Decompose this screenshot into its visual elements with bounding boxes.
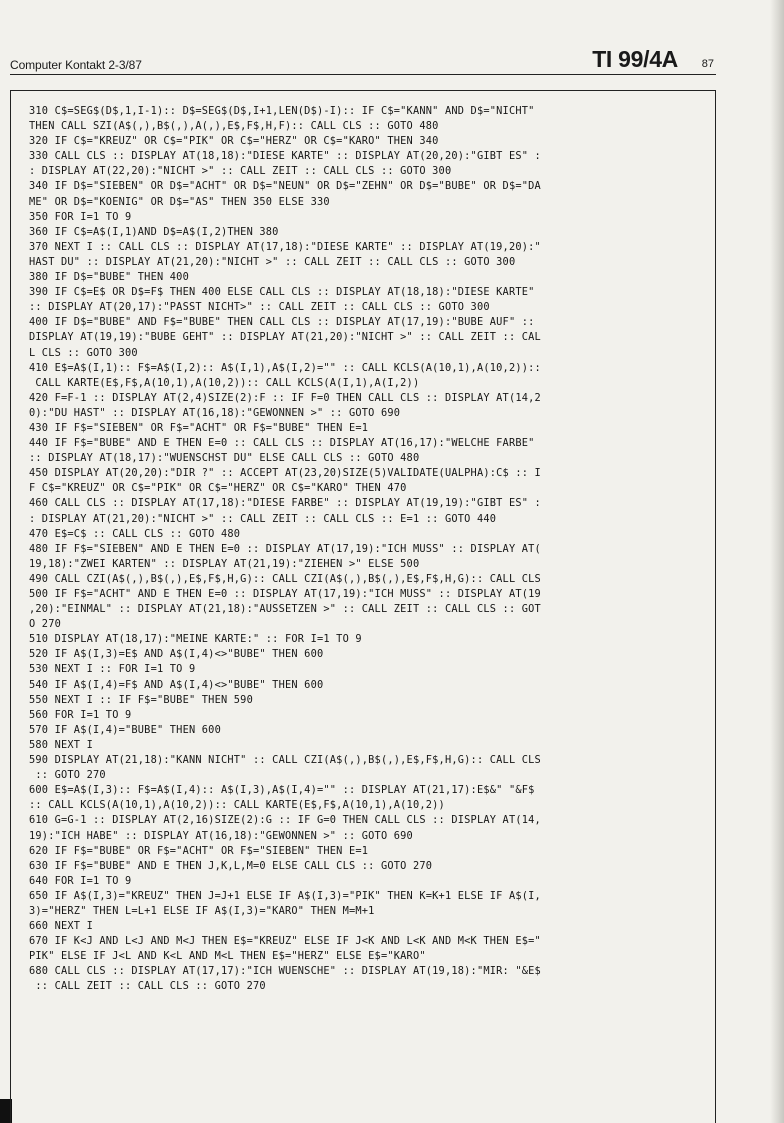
code-line: 440 IF F$="BUBE" AND E THEN E=0 :: CALL CLS :: DISPLAY AT(16,17):"WELCHE FARBE" <box>29 437 535 450</box>
code-line: PIK" ELSE IF J<L AND K<L AND M<L THEN E$="HERZ" ELSE E$="KARO" <box>29 950 426 963</box>
code-line: 570 IF A$(I,4)="BUBE" THEN 600 <box>29 723 221 736</box>
code-line: 310 C$=SEG$(D$,1,I-1):: D$=SEG$(D$,I+1,LEN(D$)-I):: IF C$="KANN" AND D$="NICHT" <box>29 105 535 117</box>
code-line: 680 CALL CLS :: DISPLAY AT(17,17):"ICH WUENSCHE" :: DISPLAY AT(19,18):"MIR: "&E$ <box>29 965 541 978</box>
code-line: 430 IF F$="SIEBEN" OR F$="ACHT" OR F$="BUBE" THEN E=1 <box>29 421 369 434</box>
code-line: THEN CALL SZI(A$(,),B$(,),A(,),E$,F$,H,F):: CALL CLS :: GOTO 480 <box>29 120 439 133</box>
code-line: 630 IF F$="BUBE" AND E THEN J,K,L,M=0 ELSE CALL CLS :: GOTO 270 <box>29 859 433 872</box>
code-line: 19,18):"ZWEI KARTEN" :: DISPLAY AT(21,19):"ZIEHEN >" ELSE 500 <box>29 557 420 570</box>
page-edge-shadow <box>770 0 784 1123</box>
header-rule <box>10 74 716 75</box>
code-line: ,20):"EINMAL" :: DISPLAY AT(21,18):"AUSSETZEN >" :: CALL ZEIT :: CALL CLS :: GOT <box>29 603 541 616</box>
code-line: 670 IF K<J AND L<J AND M<J THEN E$="KREUZ" ELSE IF J<K AND L<K AND M<K THEN E$=" <box>29 935 541 948</box>
code-line: L CLS :: GOTO 300 <box>29 346 138 359</box>
code-line: 580 NEXT I <box>29 738 93 751</box>
code-line: 350 FOR I=1 TO 9 <box>29 210 132 223</box>
code-line: DISPLAY AT(19,19):"BUBE GEHT" :: DISPLAY AT(21,20):"NICHT >" :: CALL ZEIT :: CAL <box>29 331 541 344</box>
code-line: HAST DU" :: DISPLAY AT(21,20):"NICHT >" :: CALL ZEIT :: CALL CLS :: GOTO 300 <box>29 255 516 268</box>
code-line: 650 IF A$(I,3)="KREUZ" THEN J=J+1 ELSE IF A$(I,3)="PIK" THEN K=K+1 ELSE IF A$(I, <box>29 889 541 902</box>
code-line: ME" OR D$="KOENIG" OR D$="AS" THEN 350 ELSE 330 <box>29 195 330 208</box>
code-line: 640 FOR I=1 TO 9 <box>29 874 132 887</box>
code-line: 540 IF A$(I,4)=F$ AND A$(I,4)<>"BUBE" THEN 600 <box>29 678 324 691</box>
code-line: 3)="HERZ" THEN L=L+1 ELSE IF A$(I,3)="KARO" THEN M=M+1 <box>29 904 375 917</box>
code-line: 0):"DU HAST" :: DISPLAY AT(16,18):"GEWONNEN >" :: GOTO 690 <box>29 406 401 419</box>
code-line: 530 NEXT I :: FOR I=1 TO 9 <box>29 663 196 676</box>
page-number: 87 <box>701 58 714 70</box>
code-line: 460 CALL CLS :: DISPLAY AT(17,18):"DIESE FARBE" :: DISPLAY AT(19,19):"GIBT ES" : <box>29 497 541 510</box>
code-line: 660 NEXT I <box>29 920 93 933</box>
code-line: :: CALL ZEIT :: CALL CLS :: GOTO 270 <box>29 980 266 993</box>
code-line: :: GOTO 270 <box>29 769 106 782</box>
code-line: 19):"ICH HABE" :: DISPLAY AT(16,18):"GEWONNEN >" :: GOTO 690 <box>29 829 413 842</box>
code-line: 340 IF D$="SIEBEN" OR D$="ACHT" OR D$="NEUN" OR D$="ZEHN" OR D$="BUBE" OR D$="DA <box>29 180 541 193</box>
code-line: 330 CALL CLS :: DISPLAY AT(18,18):"DIESE KARTE" :: DISPLAY AT(20,20):"GIBT ES" : <box>29 150 541 163</box>
journal-title: Computer Kontakt 2-3/87 <box>10 58 142 72</box>
code-line: :: DISPLAY AT(20,17):"PASST NICHT>" :: CALL ZEIT :: CALL CLS :: GOTO 300 <box>29 301 490 314</box>
code-line: 510 DISPLAY AT(18,17):"MEINE KARTE:" :: FOR I=1 TO 9 <box>29 633 362 646</box>
code-line: 520 IF A$(I,3)=E$ AND A$(I,4)<>"BUBE" THEN 600 <box>29 648 324 661</box>
code-line: : DISPLAY AT(21,20):"NICHT >" :: CALL ZEIT :: CALL CLS :: E=1 :: GOTO 440 <box>29 512 497 525</box>
code-line: 490 CALL CZI(A$(,),B$(,),E$,F$,H,G):: CALL CZI(A$(,),B$(,),E$,F$,H,G):: CALL CLS <box>29 572 541 585</box>
code-line: 500 IF F$="ACHT" AND E THEN E=0 :: DISPLAY AT(17,19):"ICH MUSS" :: DISPLAY AT(19 <box>29 588 541 600</box>
code-line: 450 DISPLAY AT(20,20):"DIR ?" :: ACCEPT AT(23,20)SIZE(5)VALIDATE(UALPHA):C$ :: I <box>29 467 541 480</box>
basic-code-listing <box>29 104 709 995</box>
code-line: 590 DISPLAY AT(21,18):"KANN NICHT" :: CALL CZI(A$(,),B$(,),E$,F$,H,G):: CALL CLS <box>29 754 541 767</box>
code-line: 620 IF F$="BUBE" OR F$="ACHT" OR F$="SIEBEN" THEN E=1 <box>29 844 369 857</box>
code-line: 400 IF D$="BUBE" AND F$="BUBE" THEN CALL CLS :: DISPLAY AT(17,19):"BUBE AUF" :: <box>29 316 535 329</box>
code-line: 360 IF C$=A$(I,1)AND D$=A$(I,2)THEN 380 <box>29 225 279 238</box>
code-line: CALL KARTE(E$,F$,A(10,1),A(10,2)):: CALL KCLS(A(I,1),A(I,2)) <box>29 376 420 389</box>
code-line: 320 IF C$="KREUZ" OR C$="PIK" OR C$="HERZ" OR C$="KARO" THEN 340 <box>29 135 439 148</box>
code-line: 410 E$=A$(I,1):: F$=A$(I,2):: A$(I,1),A$(I,2)="" :: CALL KCLS(A(10,1),A(10,2)):: <box>29 361 541 374</box>
code-line: 480 IF F$="SIEBEN" AND E THEN E=0 :: DISPLAY AT(17,19):"ICH MUSS" :: DISPLAY AT( <box>29 542 541 555</box>
code-line: 470 E$=C$ :: CALL CLS :: GOTO 480 <box>29 527 241 540</box>
code-line: F C$="KREUZ" OR C$="PIK" OR C$="HERZ" OR C$="KARO" THEN 470 <box>29 482 407 495</box>
code-line: 560 FOR I=1 TO 9 <box>29 708 132 721</box>
code-line: 420 F=F-1 :: DISPLAY AT(2,4)SIZE(2):F :: IF F=0 THEN CALL CLS :: DISPLAY AT(14,2 <box>29 391 541 404</box>
code-line: :: DISPLAY AT(18,17):"WUENSCHST DU" ELSE CALL CLS :: GOTO 480 <box>29 452 420 465</box>
code-line: 390 IF C$=E$ OR D$=F$ THEN 400 ELSE CALL CLS :: DISPLAY AT(18,18):"DIESE KARTE" <box>29 286 535 299</box>
code-line: 610 G=G-1 :: DISPLAY AT(2,16)SIZE(2):G :: IF G=0 THEN CALL CLS :: DISPLAY AT(14, <box>29 814 541 827</box>
code-line: :: CALL KCLS(A(10,1),A(10,2)):: CALL KARTE(E$,F$,A(10,1),A(10,2)) <box>29 799 445 812</box>
code-line: 370 NEXT I :: CALL CLS :: DISPLAY AT(17,18):"DIESE KARTE" :: DISPLAY AT(19,20):" <box>29 240 541 253</box>
code-line: 550 NEXT I :: IF F$="BUBE" THEN 590 <box>29 693 253 706</box>
code-line: O 270 <box>29 618 61 631</box>
code-line: 380 IF D$="BUBE" THEN 400 <box>29 271 189 284</box>
page-header <box>10 44 716 72</box>
code-line: : DISPLAY AT(22,20):"NICHT >" :: CALL ZEIT :: CALL CLS :: GOTO 300 <box>29 165 452 178</box>
code-line: 600 E$=A$(I,3):: F$=A$(I,4):: A$(I,3),A$(I,4)="" :: DISPLAY AT(21,17):E$&" "&F$ <box>29 784 535 797</box>
section-brand: TI 99/4A <box>592 46 678 72</box>
